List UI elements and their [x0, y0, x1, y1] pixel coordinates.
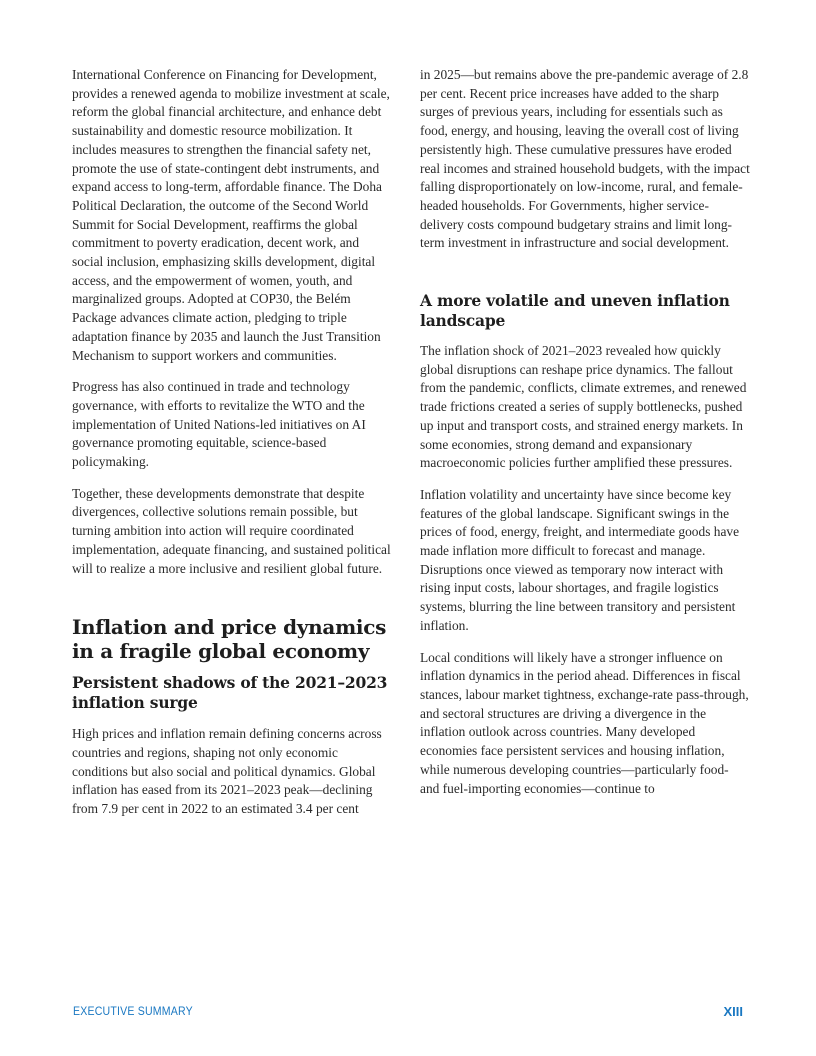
body-paragraph: Local conditions will likely have a stronger influence on inflation dynamics in the period ahead. Differences in fiscal stances, labour market tightness, exchange-rate pass-through, and sectoral structures are driving a divergence in the inflation outlook across countries. Many developed economies face persistent services and housing inflation, while numerous developing countries—particularly food- and fuel-importing economies—continue to [420, 649, 749, 796]
subsection-heading: Persistent shadows of the 2021–2023 inflation surge [72, 673, 388, 713]
body-paragraph: International Conference on Financing for Development, provides a renewed agenda to mobilize investment at scale, reform the global financial architecture, and enhance debt sustainability and domestic resource mobilization. It includes measures to strengthen the financial safety net, promote the use of state-contingent debt instruments, and expand access to long-term, affordable finance. The Doha Political Declaration, the outcome of the Second World Summit for Social Development, reaffirms the global commitment to poverty eradication, decent work, and social inclusion, emphasizing skills development, digital access, and the empowerment of women, youth, and marginalized groups. Adopted at COP30, the Belém Package advances climate action, pledging to triple adaptation finance by 2035 and launch the Just Transition Mechanism to support workers and communities. [72, 67, 390, 363]
subsection-heading: A more volatile and uneven inflation landscape [420, 291, 730, 331]
body-paragraph: Together, these developments demonstrate that despite divergences, collective solutions remain possible, but turning ambition into action will require coordinated implementation, adequate financing, and sustained political will to realize a more inclusive and resilient global future. [72, 485, 391, 576]
body-paragraph: High prices and inflation remain defining concerns across countries and regions, shaping not only economic conditions but also social and political dynamics. Global inflation has eased from its 2021–2023 peak—declining from 7.9 per cent in 2022 to an estimated 3.4 per cent [72, 726, 382, 817]
section-heading: Inflation and price dynamics in a fragile global economy [72, 615, 387, 664]
left-column [72, 66, 392, 831]
footer-section-label: EXECUTIVE SUMMARY [73, 1006, 193, 1018]
body-paragraph: in 2025—but remains above the pre-pandemic average of 2.8 per cent. Recent price increases have added to the sharp surges of previous years, including for essentials such as food, energy, and housing, leaving the overall cost of living persistently high. These cumulative pressures have eroded real incomes and strained household budgets, with the impact falling disproportionately on low-income, rural, and female-headed households. For Governments, higher service-delivery costs compound budgetary strains and limit long-term investment in infrastructure and social development. [420, 67, 750, 251]
page-number: XIII [723, 1004, 743, 1019]
body-paragraph: Inflation volatility and uncertainty have since become key features of the global landscape. Significant swings in the prices of food, energy, freight, and intermediate goods have made inflation more difficult to forecast and manage. Disruptions once viewed as temporary now interact with rising input costs, labour shortages, and fragile logistics systems, blurring the line between transitory and persistent inflation. [420, 486, 740, 633]
body-paragraph: The inflation shock of 2021–2023 revealed how quickly global disruptions can reshape price dynamics. The fallout from the pandemic, conflicts, climate extremes, and renewed trade frictions created a series of supply bottlenecks, pushed up input and transport costs, and strained energy markets. In some economies, strong demand and expansionary macroeconomic policies further amplified these pressures. [420, 343, 747, 471]
right-column [420, 66, 750, 810]
body-paragraph: Progress has also continued in trade and technology governance, with efforts to revitalize the WTO and the implementation of United Nations-led initiatives on AI governance promoting equitable, science-based policymaking. [72, 379, 366, 470]
